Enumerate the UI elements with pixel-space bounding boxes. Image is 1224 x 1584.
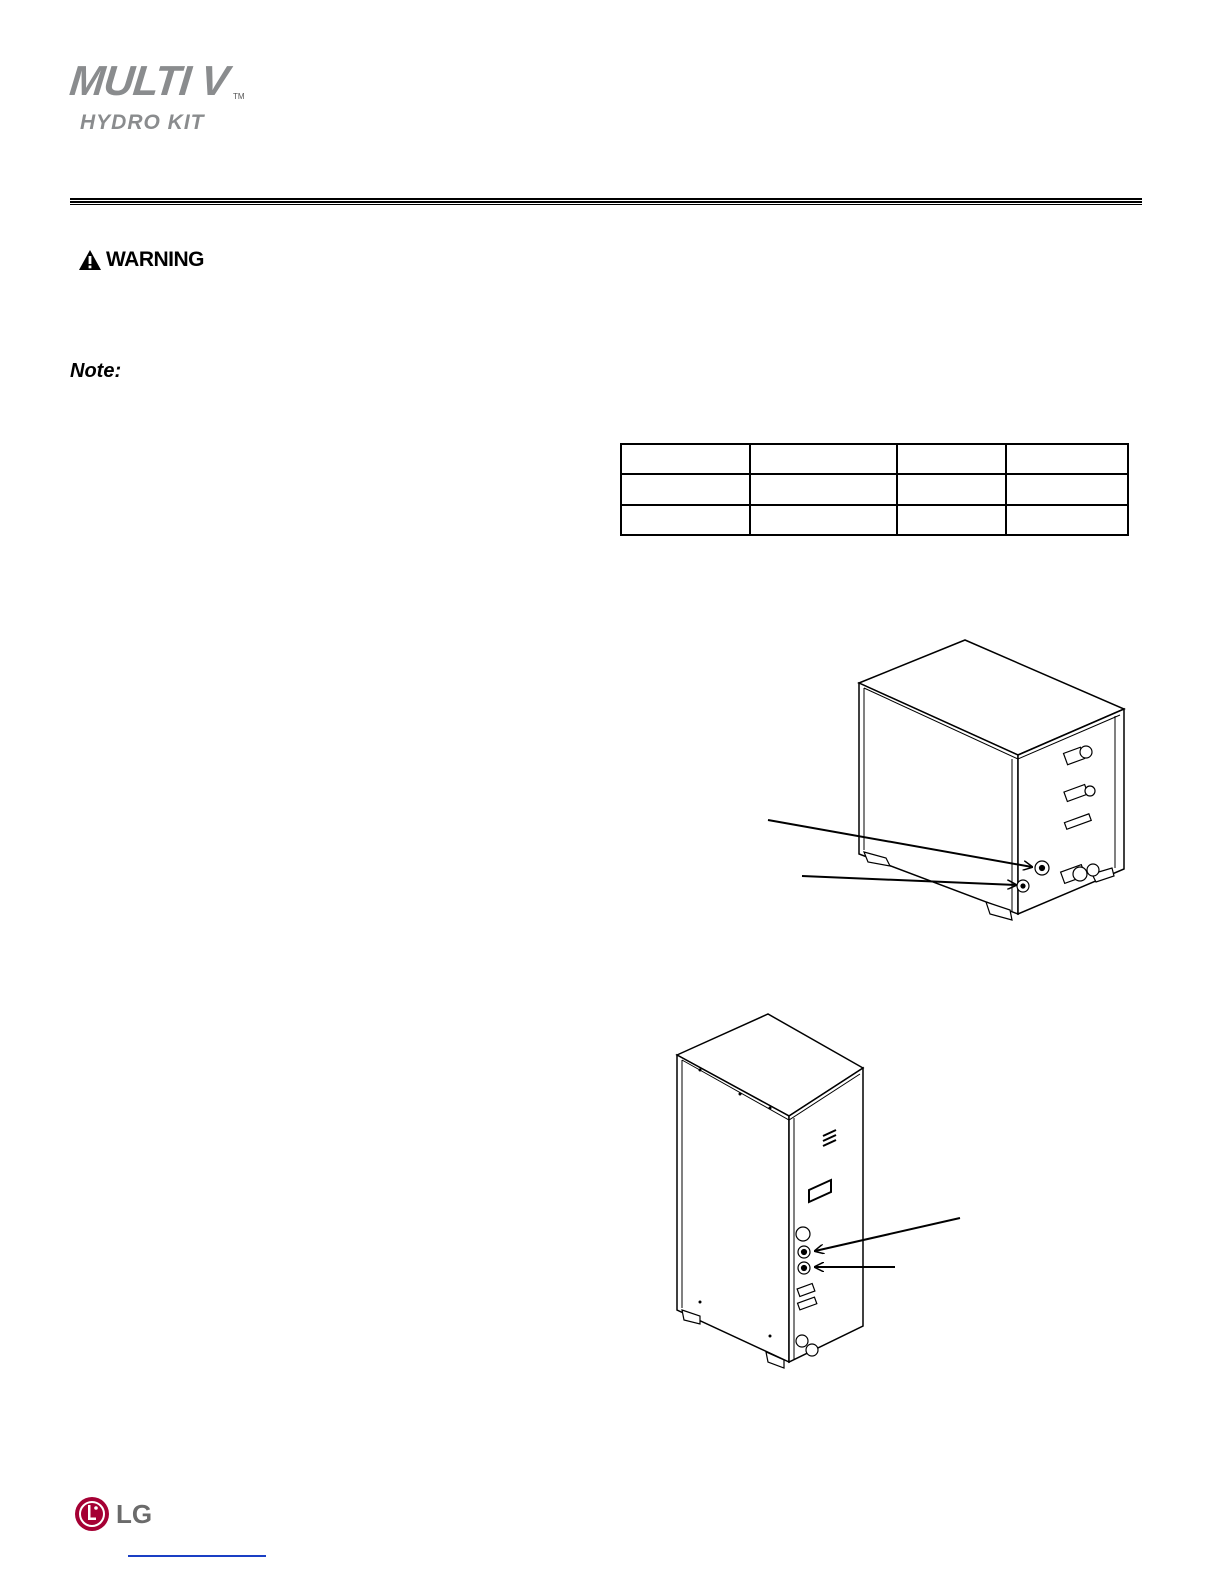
table-cell bbox=[897, 474, 1007, 504]
spec-table bbox=[620, 443, 1129, 536]
table-cell bbox=[750, 474, 896, 504]
table-cell bbox=[621, 444, 750, 474]
table-cell bbox=[750, 505, 896, 535]
lg-face-icon bbox=[74, 1496, 110, 1532]
lg-wordmark: LG bbox=[116, 1498, 153, 1529]
table-cell bbox=[621, 474, 750, 504]
table-cell bbox=[1006, 444, 1128, 474]
table-row bbox=[621, 474, 1128, 504]
trademark-mark: TM bbox=[233, 92, 245, 101]
table-row bbox=[621, 444, 1128, 474]
warning-triangle-icon bbox=[78, 249, 102, 271]
horizontal-unit-drawing bbox=[760, 636, 1140, 936]
table-cell bbox=[621, 505, 750, 535]
header-divider bbox=[70, 198, 1142, 206]
note-label: Note: bbox=[70, 360, 122, 382]
table-cell bbox=[897, 505, 1007, 535]
footer-link-underline[interactable] bbox=[128, 1555, 266, 1557]
table-row bbox=[621, 505, 1128, 535]
warning-heading bbox=[78, 248, 204, 272]
brand-logo-multi-v: MULTI V bbox=[67, 57, 231, 104]
warning-label: WARNING bbox=[106, 248, 204, 271]
lg-logo bbox=[74, 1496, 152, 1532]
vertical-unit-drawing bbox=[660, 1006, 980, 1386]
table-cell bbox=[750, 444, 896, 474]
table-cell bbox=[1006, 505, 1128, 535]
brand-logo-hydro-kit: HYDRO KIT bbox=[80, 111, 205, 134]
table-cell bbox=[897, 444, 1007, 474]
table-cell bbox=[1006, 474, 1128, 504]
